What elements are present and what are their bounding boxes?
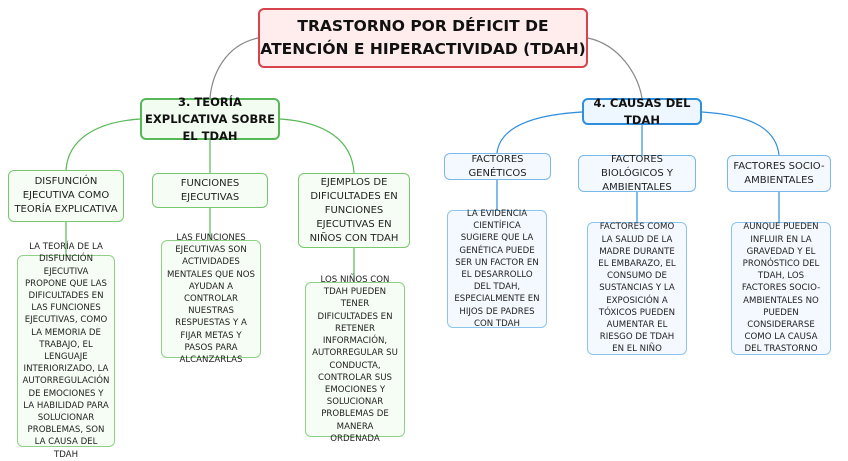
connector-causes-to-genetic <box>497 112 582 153</box>
topic-genetic-title: FACTORES GENÉTICOS <box>468 153 527 179</box>
branch-theory-title: 3. TEORÍA EXPLICATIVA SOBRE EL TDAH <box>145 94 275 143</box>
connector-causes-to-social <box>702 112 779 155</box>
detail-biological[interactable] <box>587 222 687 355</box>
connector-root-to-theory <box>210 38 258 98</box>
connector-theory-to-dysfunction <box>66 119 140 170</box>
branch-theory[interactable] <box>140 94 280 143</box>
topic-biological[interactable] <box>578 155 696 192</box>
detail-executive-functions-text: LAS FUNCIONES EJECUTIVAS SON ACTIVIDADES MENTALES QUE NOS AYUDAN A CONTROLAR NUESTRAS RESPUESTAS Y A FIJAR METAS Y PASOS PARA ALCANZARLAS <box>167 232 256 365</box>
branch-causes-title: 4. CAUSAS DEL TDAH <box>593 95 691 127</box>
topic-executive-functions-title: FUNCIONES EJECUTIVAS <box>180 177 240 203</box>
topic-biological-title: FACTORES BIOLÓGICOS Y AMBIENTALES <box>601 153 673 193</box>
topic-examples[interactable] <box>298 173 410 248</box>
detail-examples[interactable] <box>305 275 405 444</box>
detail-social-text: AUNQUE PUEDEN INFLUIR EN LA GRAVEDAD Y EL PRONÓSTICO DEL TDAH, LOS FACTORES SOCIO-AMBIENTALES NO PUEDEN CONSIDERARSE COMO LA CAUSA DEL TRASTORNO <box>741 222 821 355</box>
detail-dysfunction-text: LA TEORÍA DE LA DISFUNCIÓN EJECUTIVA PROPONE QUE LAS DIFICULTADES EN LAS FUNCIONES EJECUTIVAS, COMO LA MEMORIA DE TRABAJO, EL LENGUAJE INTERIORIZADO, LA AUTORREGULACIÓN DE EMOCIONES Y LA HABILIDAD PARA SOLUCIONAR PROBLEMAS, SON LA CAUSA DEL TDAH <box>22 242 110 460</box>
branch-causes[interactable] <box>582 95 702 127</box>
detail-dysfunction[interactable] <box>17 242 115 460</box>
root-title: TRASTORNO POR DÉFICIT DE ATENCIÓN E HIPERACTIVIDAD (TDAH) <box>260 17 586 58</box>
topic-social-title: FACTORES SOCIO-AMBIENTALES <box>733 160 825 186</box>
topic-examples-title: EJEMPLOS DE DIFICULTADES EN FUNCIONES EJECUTIVAS EN NIÑOS CON TDAH <box>309 176 399 244</box>
detail-genetic-text: LA EVIDENCIA CIENTÍFICA SUGIERE QUE LA GENÉTICA PUEDE SER UN FACTOR EN EL DESARROLLO DEL TDAH, ESPECIALMENTE EN HIJOS DE PADRES CON TDAH <box>454 208 540 329</box>
topic-executive-functions[interactable] <box>152 173 268 208</box>
detail-social[interactable] <box>731 222 831 355</box>
detail-biological-text: FACTORES COMO LA SALUD DE LA MADRE DURANTE EL EMBARAZO, EL CONSUMO DE SUSTANCIAS Y LA EXPOSICIÓN A TÓXICOS PUEDEN AUMENTAR EL RIESGO DE TDAH EN EL NIÑO <box>598 222 676 355</box>
topic-dysfunction-title: DISFUNCIÓN EJECUTIVA COMO TEORÍA EXPLICATIVA <box>14 176 118 215</box>
detail-examples-text: LOS NIÑOS CON TDAH PUEDEN TENER DIFICULTADES EN RETENER INFORMACIÓN, AUTORREGULAR SU CONDUCTA, CONTROLAR SUS EMOCIONES Y SOLUCIONAR PROBLEMAS DE MANERA ORDENADA <box>312 275 398 444</box>
detail-genetic[interactable] <box>447 210 547 328</box>
topic-dysfunction[interactable] <box>8 170 124 222</box>
connector-theory-to-examples <box>280 119 354 173</box>
detail-executive-functions[interactable] <box>161 232 261 365</box>
connector-root-to-causes <box>588 38 642 98</box>
topic-social[interactable] <box>727 155 831 192</box>
topic-genetic[interactable] <box>444 153 551 180</box>
root-node[interactable] <box>258 8 588 68</box>
